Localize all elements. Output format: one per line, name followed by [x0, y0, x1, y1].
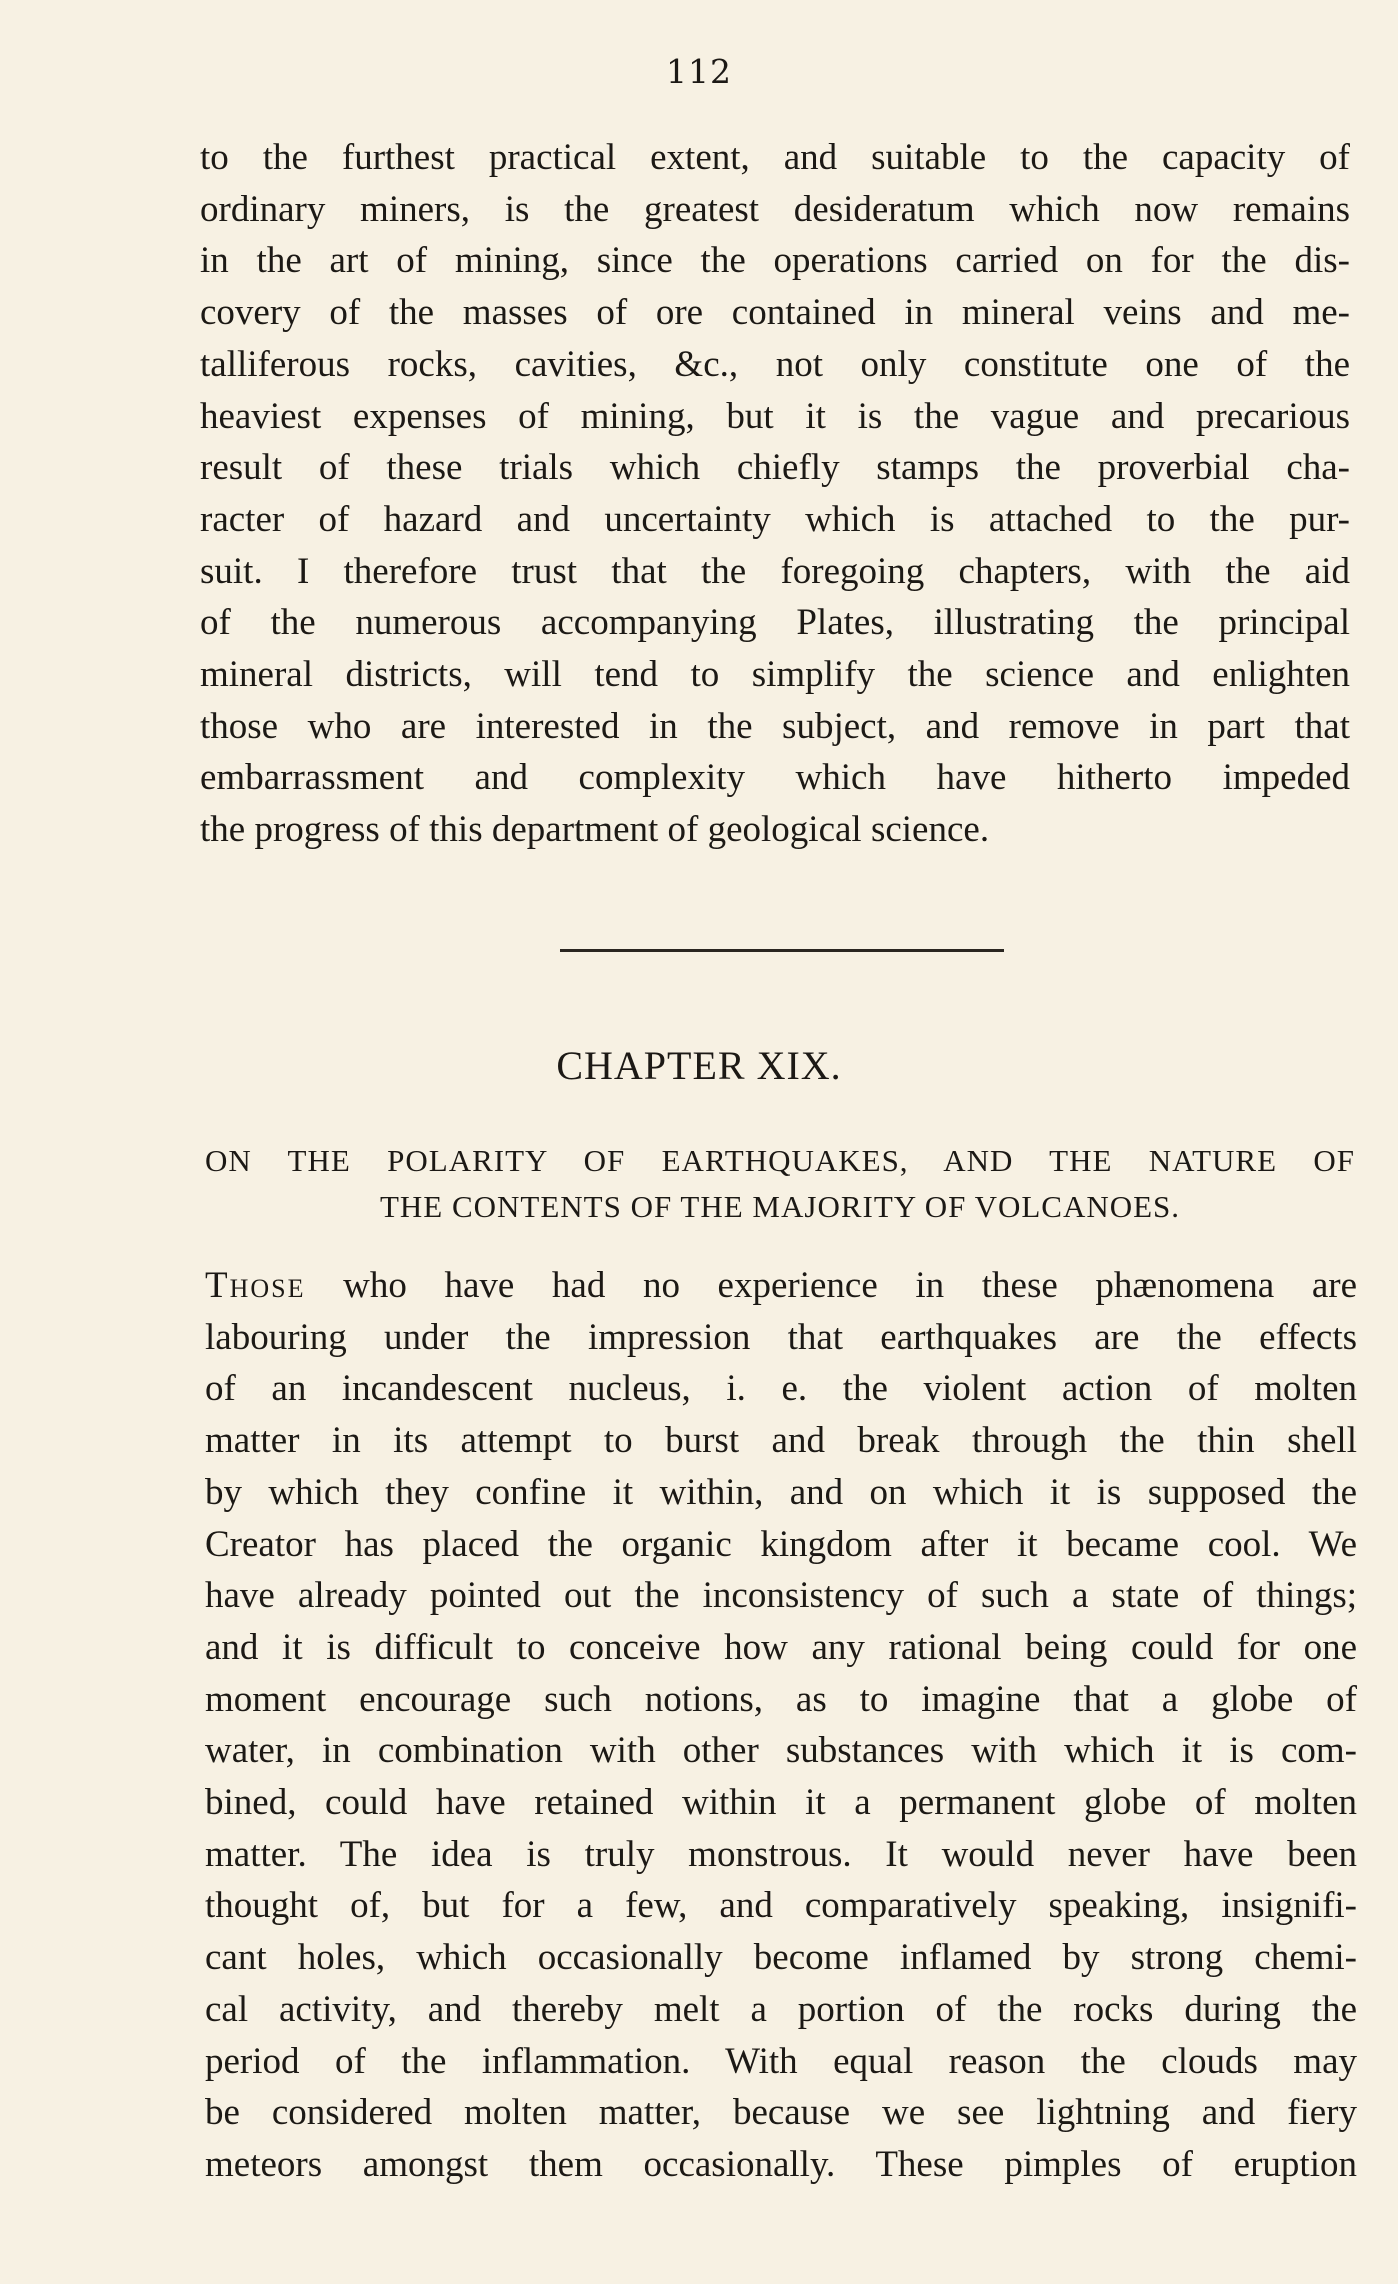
- text-line: [205, 1260, 1357, 1312]
- text-line: meteors amongst them occasionally. These pimples of eruption: [205, 2143, 1357, 2185]
- text-line: of an incandescent nucleus, i. e. the violent action of molten: [205, 1368, 1357, 1410]
- text-line: of the numerous accompanying Plates, illustrating the principal: [200, 602, 1350, 644]
- text-line: those who are interested in the subject, and remove in part that: [200, 705, 1350, 747]
- text-line: Creator has placed the organic kingdom after it became cool. We: [205, 1523, 1357, 1565]
- text-line: to the furthest practical extent, and suitable to the capacity of: [200, 137, 1350, 178]
- text-line: in the art of mining, since the operations carried on for the dis-: [200, 240, 1350, 282]
- lead-word: Those: [205, 1265, 306, 1306]
- text-line: cant holes, which occasionally become inflamed by strong chemi-: [205, 1937, 1357, 1979]
- text-line: ordinary miners, is the greatest desideratum which now remains: [200, 188, 1350, 230]
- text-line: the progress of this department of geological science.: [200, 809, 990, 851]
- text-line: matter. The idea is truly monstrous. It would never have been: [205, 1833, 1357, 1875]
- chapter-body-paragraph: [205, 1260, 1357, 2191]
- text-fragment: who have had no experience in these phænomena are: [305, 1265, 1357, 1306]
- text-line: be considered molten matter, because we see lightning and fiery: [205, 2092, 1357, 2134]
- text-line: period of the inflammation. With equal reason the clouds may: [205, 2040, 1357, 2082]
- text-line: matter in its attempt to burst and break through the thin shell: [205, 1420, 1357, 1462]
- chapter-subtitle: [205, 1138, 1355, 1230]
- chapter-subtitle-line: ON THE POLARITY OF EARTHQUAKES, AND THE NATURE OF: [205, 1143, 1355, 1178]
- text-line: and it is difficult to conceive how any rational being could for one: [205, 1626, 1357, 1668]
- text-line: labouring under the impression that earthquakes are the effects: [205, 1316, 1357, 1358]
- text-line: suit. I therefore trust that the foregoing chapters, with the aid: [200, 550, 1350, 592]
- section-divider: [560, 949, 1004, 952]
- chapter-subtitle-line: THE CONTENTS OF THE MAJORITY OF VOLCANOES.: [379, 1189, 1181, 1224]
- page-number: 112: [666, 52, 732, 91]
- text-line: bined, could have retained within it a permanent globe of molten: [205, 1782, 1357, 1824]
- text-line: by which they confine it within, and on which it is supposed the: [205, 1471, 1357, 1513]
- text-line: covery of the masses of ore contained in mineral veins and me-: [200, 292, 1350, 334]
- text-line: talliferous rocks, cavities, &c., not only constitute one of the: [200, 343, 1350, 385]
- paragraph-continuation: [200, 132, 1350, 856]
- chapter-title: CHAPTER XIX.: [556, 1043, 842, 1088]
- text-line: mineral districts, will tend to simplify the science and enlighten: [200, 654, 1350, 696]
- text-line: moment encourage such notions, as to imagine that a globe of: [205, 1678, 1357, 1720]
- text-line: embarrassment and complexity which have hitherto impeded: [200, 757, 1350, 799]
- text-line: cal activity, and thereby melt a portion of the rocks during the: [205, 1988, 1357, 2030]
- text-line: have already pointed out the inconsistency of such a state of things;: [205, 1575, 1357, 1617]
- text-line: thought of, but for a few, and comparatively speaking, insignifi-: [205, 1885, 1357, 1927]
- text-line: water, in combination with other substances with which it is com-: [205, 1730, 1357, 1772]
- text-line: racter of hazard and uncertainty which is attached to the pur-: [200, 498, 1350, 540]
- text-line: result of these trials which chiefly stamps the proverbial cha-: [200, 447, 1350, 489]
- text-line: heaviest expenses of mining, but it is the vague and precarious: [200, 395, 1350, 437]
